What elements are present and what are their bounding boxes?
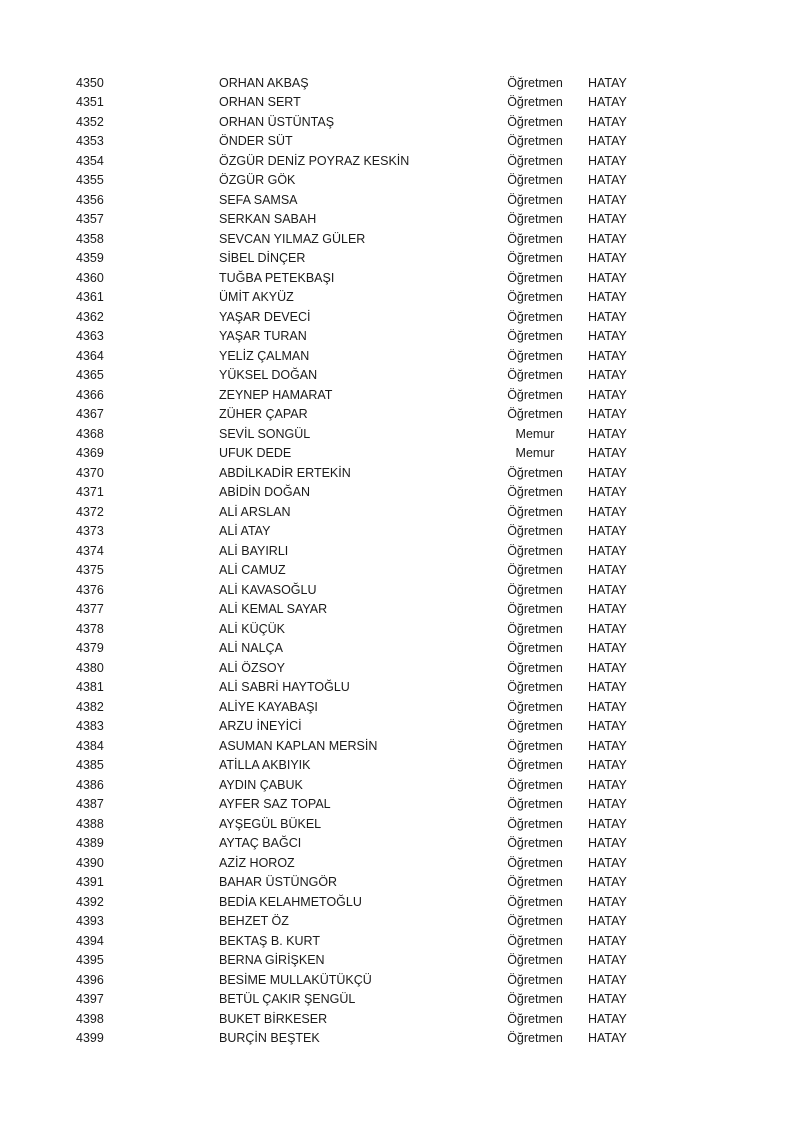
person-name: ÜMİT AKYÜZ [219, 290, 294, 304]
table-row [0, 249, 800, 269]
row-number: 4359 [76, 251, 104, 265]
person-name: ABİDİN DOĞAN [219, 485, 310, 499]
person-name: YAŞAR TURAN [219, 329, 307, 343]
person-name: ALİ CAMUZ [219, 563, 286, 577]
person-city: HATAY [588, 816, 627, 831]
person-city: HATAY [588, 407, 627, 421]
row-number: 4360 [76, 270, 104, 285]
person-role: Öğretmen [507, 368, 563, 382]
person-name: SEFA SAMSA [219, 192, 298, 207]
person-role: Öğretmen [507, 134, 563, 148]
row-number: 4394 [76, 933, 104, 948]
row-number: 4398 [76, 1011, 104, 1026]
person-city: HATAY [588, 1031, 627, 1045]
person-city: HATAY [588, 270, 627, 285]
person-city: HATAY [588, 953, 627, 967]
table-row [0, 405, 800, 425]
person-name: BEDİA KELAHMETOĞLU [219, 894, 362, 909]
person-name: YAŞAR DEVECİ [219, 309, 311, 324]
person-role: Öğretmen [507, 485, 563, 499]
person-role: Öğretmen [507, 719, 563, 733]
person-city: HATAY [588, 251, 627, 265]
person-role: Öğretmen [507, 173, 563, 187]
row-number: 4373 [76, 524, 104, 538]
person-city: HATAY [588, 738, 627, 753]
row-number: 4395 [76, 953, 104, 967]
row-number: 4388 [76, 816, 104, 831]
row-number: 4371 [76, 485, 104, 499]
person-name: BUKET BİRKESER [219, 1011, 328, 1026]
table-row [0, 483, 800, 503]
table-row [0, 971, 800, 991]
row-number: 4390 [76, 855, 104, 870]
person-city: HATAY [588, 134, 627, 148]
row-number: 4378 [76, 621, 104, 636]
row-number: 4381 [76, 680, 104, 694]
row-number: 4377 [76, 602, 104, 616]
person-name: BEKTAŞ B. KURT [219, 933, 320, 948]
row-number: 4372 [76, 504, 104, 519]
table-row [0, 308, 800, 328]
person-name: SEVİL SONGÜL [219, 426, 311, 441]
row-number: 4367 [76, 407, 104, 421]
person-name: AYFER SAZ TOPAL [219, 797, 331, 811]
table-row [0, 893, 800, 913]
person-role: Öğretmen [507, 992, 563, 1006]
table-row [0, 678, 800, 698]
person-name: ÖZGÜR GÖK [219, 173, 296, 187]
person-name: ORHAN AKBAŞ [219, 75, 309, 90]
person-city: HATAY [588, 348, 627, 363]
person-role: Öğretmen [507, 348, 563, 363]
person-name: ALİ KAVASOĞLU [219, 582, 317, 597]
table-row [0, 171, 800, 191]
person-city: HATAY [588, 914, 627, 928]
row-number: 4366 [76, 387, 104, 402]
table-row [0, 522, 800, 542]
person-city: HATAY [588, 75, 627, 90]
person-role: Öğretmen [507, 680, 563, 694]
table-row [0, 74, 800, 94]
person-role: Öğretmen [507, 1011, 563, 1026]
person-role: Memur [515, 426, 555, 441]
person-role: Öğretmen [507, 543, 563, 558]
person-city: HATAY [588, 641, 627, 655]
person-name: TUĞBA PETEKBAŞI [219, 270, 335, 285]
person-city: HATAY [588, 212, 627, 226]
person-city: HATAY [588, 602, 627, 616]
row-number: 4355 [76, 173, 104, 187]
table-row [0, 425, 800, 445]
table-row [0, 912, 800, 932]
person-city: HATAY [588, 231, 627, 246]
row-number: 4375 [76, 563, 104, 577]
table-row [0, 717, 800, 737]
table-row [0, 542, 800, 562]
table-row [0, 132, 800, 152]
table-row [0, 191, 800, 211]
row-number: 4382 [76, 699, 104, 714]
table-row [0, 93, 800, 113]
person-city: HATAY [588, 855, 627, 870]
person-name: ALİ ÖZSOY [219, 660, 285, 675]
person-name: BERNA GİRİŞKEN [219, 953, 325, 967]
person-name: UFUK DEDE [219, 446, 292, 460]
row-number: 4357 [76, 212, 104, 226]
person-name: ÖNDER SÜT [219, 134, 293, 148]
table-row [0, 737, 800, 757]
table-row [0, 561, 800, 581]
table-row [0, 581, 800, 601]
row-number: 4350 [76, 75, 104, 90]
person-city: HATAY [588, 426, 627, 441]
person-city: HATAY [588, 563, 627, 577]
person-city: HATAY [588, 972, 627, 987]
person-role: Öğretmen [507, 582, 563, 597]
table-row [0, 1010, 800, 1030]
person-role: Öğretmen [507, 75, 563, 90]
person-city: HATAY [588, 933, 627, 948]
person-name: SERKAN SABAH [219, 212, 317, 226]
table-row [0, 815, 800, 835]
person-role: Memur [515, 446, 555, 460]
person-city: HATAY [588, 192, 627, 207]
person-role: Öğretmen [507, 836, 563, 850]
person-name: ALİYE KAYABAŞI [219, 699, 318, 714]
table-row [0, 288, 800, 308]
person-name: ARZU İNEYİCİ [219, 719, 302, 733]
person-name: BEHZET ÖZ [219, 914, 289, 928]
person-city: HATAY [588, 875, 627, 889]
table-row [0, 834, 800, 854]
personnel-list [0, 74, 800, 1049]
person-name: SEVCAN YILMAZ GÜLER [219, 231, 366, 246]
row-number: 4393 [76, 914, 104, 928]
row-number: 4397 [76, 992, 104, 1006]
person-role: Öğretmen [507, 641, 563, 655]
person-city: HATAY [588, 114, 627, 129]
person-city: HATAY [588, 329, 627, 343]
table-row [0, 444, 800, 464]
row-number: 4356 [76, 192, 104, 207]
row-number: 4364 [76, 348, 104, 363]
person-role: Öğretmen [507, 95, 563, 109]
person-name: ORHAN SERT [219, 95, 301, 109]
person-role: Öğretmen [507, 738, 563, 753]
row-number: 4386 [76, 777, 104, 792]
row-number: 4391 [76, 875, 104, 889]
row-number: 4379 [76, 641, 104, 655]
person-role: Öğretmen [507, 290, 563, 304]
row-number: 4392 [76, 894, 104, 909]
table-row [0, 756, 800, 776]
table-row [0, 932, 800, 952]
row-number: 4380 [76, 660, 104, 675]
person-name: BETÜL ÇAKIR ŞENGÜL [219, 992, 356, 1006]
person-role: Öğretmen [507, 212, 563, 226]
person-role: Öğretmen [507, 602, 563, 616]
person-role: Öğretmen [507, 465, 563, 480]
person-city: HATAY [588, 777, 627, 792]
person-city: HATAY [588, 680, 627, 694]
person-name: ALİ ARSLAN [219, 504, 291, 519]
row-number: 4370 [76, 465, 104, 480]
person-role: Öğretmen [507, 621, 563, 636]
person-role: Öğretmen [507, 816, 563, 831]
person-role: Öğretmen [507, 914, 563, 928]
table-row [0, 347, 800, 367]
person-name: BURÇİN BEŞTEK [219, 1031, 320, 1045]
row-number: 4352 [76, 114, 104, 129]
table-row [0, 620, 800, 640]
row-number: 4351 [76, 95, 104, 109]
row-number: 4354 [76, 153, 104, 168]
person-role: Öğretmen [507, 270, 563, 285]
row-number: 4358 [76, 231, 104, 246]
person-city: HATAY [588, 660, 627, 675]
person-name: ORHAN ÜSTÜNTAŞ [219, 114, 335, 129]
person-city: HATAY [588, 446, 627, 460]
row-number: 4383 [76, 719, 104, 733]
person-city: HATAY [588, 504, 627, 519]
person-role: Öğretmen [507, 875, 563, 889]
person-name: ASUMAN KAPLAN MERSİN [219, 738, 378, 753]
person-name: ALİ ATAY [219, 524, 271, 538]
person-city: HATAY [588, 719, 627, 733]
person-name: YELİZ ÇALMAN [219, 348, 310, 363]
person-name: BESİME MULLAKÜTÜKÇÜ [219, 972, 372, 987]
row-number: 4369 [76, 446, 104, 460]
table-row [0, 854, 800, 874]
table-row [0, 327, 800, 347]
person-name: ZEYNEP HAMARAT [219, 387, 333, 402]
table-row [0, 1029, 800, 1049]
person-role: Öğretmen [507, 777, 563, 792]
person-role: Öğretmen [507, 153, 563, 168]
person-name: SİBEL DİNÇER [219, 251, 306, 265]
row-number: 4362 [76, 309, 104, 324]
table-row [0, 503, 800, 523]
person-city: HATAY [588, 153, 627, 168]
person-name: AYDIN ÇABUK [219, 777, 303, 792]
row-number: 4387 [76, 797, 104, 811]
person-city: HATAY [588, 699, 627, 714]
person-city: HATAY [588, 992, 627, 1006]
person-name: AYTAÇ BAĞCI [219, 836, 302, 850]
person-role: Öğretmen [507, 894, 563, 909]
person-role: Öğretmen [507, 387, 563, 402]
person-city: HATAY [588, 368, 627, 382]
row-number: 4389 [76, 836, 104, 850]
person-role: Öğretmen [507, 251, 563, 265]
person-name: AZİZ HOROZ [219, 855, 295, 870]
table-row [0, 698, 800, 718]
person-city: HATAY [588, 95, 627, 109]
person-city: HATAY [588, 1011, 627, 1026]
person-city: HATAY [588, 173, 627, 187]
row-number: 4399 [76, 1031, 104, 1045]
person-city: HATAY [588, 309, 627, 324]
person-role: Öğretmen [507, 192, 563, 207]
row-number: 4353 [76, 134, 104, 148]
person-name: ALİ BAYIRLI [219, 543, 289, 558]
row-number: 4396 [76, 972, 104, 987]
table-row [0, 152, 800, 172]
person-role: Öğretmen [507, 504, 563, 519]
person-name: ABDİLKADİR ERTEKİN [219, 465, 351, 480]
person-role: Öğretmen [507, 563, 563, 577]
table-row [0, 230, 800, 250]
person-role: Öğretmen [507, 699, 563, 714]
person-role: Öğretmen [507, 524, 563, 538]
table-row [0, 464, 800, 484]
row-number: 4384 [76, 738, 104, 753]
person-city: HATAY [588, 836, 627, 850]
person-name: YÜKSEL DOĞAN [219, 368, 318, 382]
person-role: Öğretmen [507, 114, 563, 129]
table-row [0, 776, 800, 796]
person-role: Öğretmen [507, 953, 563, 967]
person-city: HATAY [588, 582, 627, 597]
person-name: ZÜHER ÇAPAR [219, 407, 308, 421]
person-city: HATAY [588, 524, 627, 538]
row-number: 4368 [76, 426, 104, 441]
row-number: 4376 [76, 582, 104, 597]
person-role: Öğretmen [507, 231, 563, 246]
person-city: HATAY [588, 290, 627, 304]
row-number: 4361 [76, 290, 104, 304]
person-city: HATAY [588, 621, 627, 636]
person-role: Öğretmen [507, 758, 563, 772]
table-row [0, 795, 800, 815]
table-row [0, 113, 800, 133]
table-row [0, 210, 800, 230]
person-name: ÖZGÜR DENİZ POYRAZ KESKİN [219, 153, 410, 168]
table-row [0, 600, 800, 620]
person-name: ALİ SABRİ HAYTOĞLU [219, 680, 350, 694]
person-name: AYŞEGÜL BÜKEL [219, 816, 322, 831]
person-city: HATAY [588, 387, 627, 402]
person-role: Öğretmen [507, 933, 563, 948]
person-name: BAHAR ÜSTÜNGÖR [219, 875, 338, 889]
table-row [0, 386, 800, 406]
person-role: Öğretmen [507, 855, 563, 870]
person-name: ALİ NALÇA [219, 641, 283, 655]
row-number: 4365 [76, 368, 104, 382]
person-role: Öğretmen [507, 660, 563, 675]
table-row [0, 873, 800, 893]
person-role: Öğretmen [507, 329, 563, 343]
person-name: ALİ KÜÇÜK [219, 621, 285, 636]
table-row [0, 990, 800, 1010]
person-name: ALİ KEMAL SAYAR [219, 602, 328, 616]
person-city: HATAY [588, 485, 627, 499]
table-row [0, 366, 800, 386]
table-row [0, 639, 800, 659]
person-city: HATAY [588, 543, 627, 558]
table-row [0, 269, 800, 289]
person-role: Öğretmen [507, 1031, 563, 1045]
person-role: Öğretmen [507, 407, 563, 421]
person-role: Öğretmen [507, 309, 563, 324]
person-city: HATAY [588, 758, 627, 772]
person-name: ATİLLA AKBIYIK [219, 758, 311, 772]
row-number: 4374 [76, 543, 104, 558]
row-number: 4385 [76, 758, 104, 772]
person-city: HATAY [588, 465, 627, 480]
person-role: Öğretmen [507, 972, 563, 987]
person-city: HATAY [588, 797, 627, 811]
row-number: 4363 [76, 329, 104, 343]
table-row [0, 659, 800, 679]
table-row [0, 951, 800, 971]
person-city: HATAY [588, 894, 627, 909]
person-role: Öğretmen [507, 797, 563, 811]
